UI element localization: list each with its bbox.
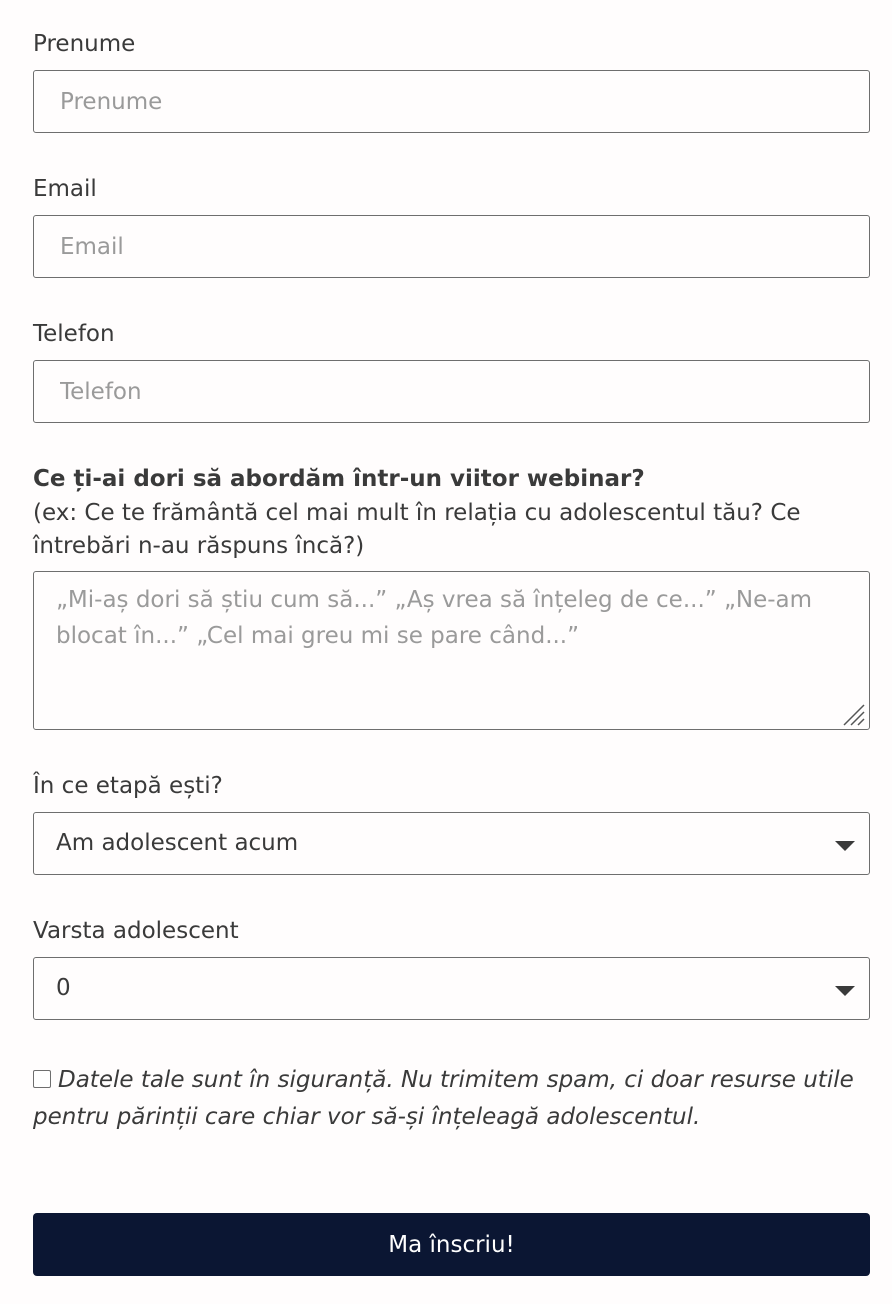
consent-text: Datele tale sunt în siguranță. Nu trimitem spam, ci doar resurse utile pentru părinții care chiar vor să-și înțeleagă adolescentul. — [33, 1067, 854, 1130]
caret-down-icon — [835, 986, 855, 996]
submit-button[interactable]: Ma înscriu! — [33, 1213, 870, 1276]
consent-checkbox[interactable] — [33, 1070, 51, 1088]
phone-input[interactable] — [33, 360, 870, 423]
resize-grip-icon[interactable] — [842, 703, 866, 727]
caret-down-icon — [835, 841, 855, 851]
email-label: Email — [33, 176, 97, 202]
stage-select-value: Am adolescent acum — [56, 830, 299, 856]
first-name-input[interactable] — [33, 70, 870, 133]
phone-label: Telefon — [33, 321, 115, 347]
first-name-label: Prenume — [33, 31, 136, 57]
email-input[interactable] — [33, 215, 870, 278]
consent-row — [33, 1062, 870, 1136]
topic-textarea[interactable] — [33, 571, 870, 730]
stage-label: În ce etapă ești? — [33, 773, 223, 799]
teen-age-select-value: 0 — [56, 975, 71, 1001]
teen-age-select[interactable] — [33, 957, 870, 1020]
teen-age-label: Varsta adolescent — [33, 918, 239, 944]
topic-question-title: Ce ți-ai dori să abordăm într-un viitor webinar? — [33, 466, 645, 492]
topic-question-hint: (ex: Ce te frământă cel mai mult în relația cu adolescentul tău? Ce întrebări n-au răspuns încă?) — [33, 500, 801, 559]
stage-select[interactable] — [33, 812, 870, 875]
